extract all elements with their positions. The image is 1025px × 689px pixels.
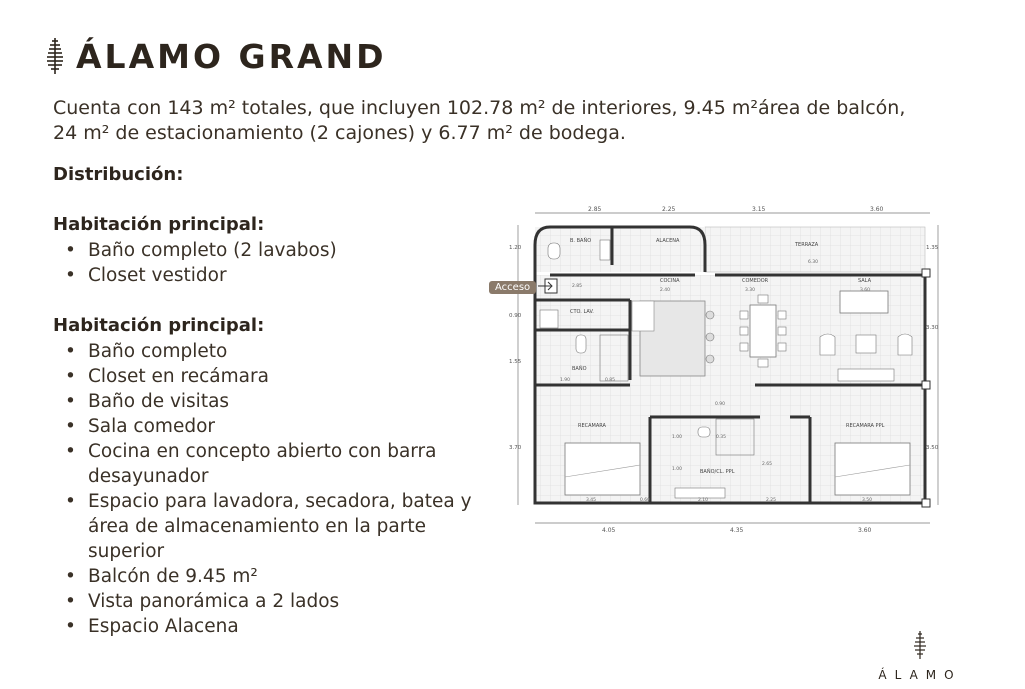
dim-0-60: 0.60 xyxy=(640,498,651,503)
floor-plan xyxy=(490,205,940,535)
dim-1-00a: 1.00 xyxy=(672,435,683,440)
dim-bottom-1: 4.05 xyxy=(602,527,616,534)
list-item: • Espacio Alacena xyxy=(53,614,493,639)
dim-right-2: 3.30 xyxy=(926,325,939,331)
label-terraza: TERRAZA xyxy=(795,242,819,248)
dim-1-00b: 1.00 xyxy=(672,467,683,472)
coffee-table xyxy=(856,335,876,353)
stool xyxy=(706,355,714,363)
list-item: • Closet vestidor xyxy=(53,263,337,288)
dim-top-1: 2.85 xyxy=(588,206,602,213)
dim-3-30: 3.30 xyxy=(745,288,756,293)
list-item: • Baño de visitas xyxy=(53,389,493,414)
label-cto-lav: CTO. LAV. xyxy=(570,309,594,315)
sink xyxy=(600,240,610,260)
list-item: • Sala comedor xyxy=(53,414,493,439)
dim-0-35: 0.35 xyxy=(716,435,727,440)
list-item: • Closet en recámara xyxy=(53,364,493,389)
label-recamara: RECAMARA xyxy=(578,423,606,429)
sofa xyxy=(840,291,888,313)
list-item: • Cocina en concepto abierto con barra desayunador xyxy=(53,439,493,489)
dim-2-40: 2.40 xyxy=(660,288,671,293)
dim-bottom-3: 3.60 xyxy=(858,527,872,534)
section-list-1 xyxy=(53,238,337,288)
dining-table xyxy=(750,305,776,357)
section-list-2 xyxy=(53,339,493,639)
dim-top-4: 3.60 xyxy=(870,206,884,213)
dim-3-60: 3.60 xyxy=(860,288,871,293)
list-item: • Balcón de 9.45 m² xyxy=(53,564,493,589)
dim-right-1: 1.35 xyxy=(926,245,939,251)
armchair xyxy=(820,334,835,355)
dim-0-90: 0.90 xyxy=(715,402,726,407)
toilet xyxy=(576,335,586,353)
intro-paragraph: Cuenta con 143 m² totales, que incluyen 102.78 m² de interiores, 9.45 m²área de balcón, 24 m² de estacionamiento (2 cajones) y 6.77 m² de bodega. xyxy=(53,97,906,144)
toilet xyxy=(698,427,710,437)
double-sink xyxy=(675,488,725,498)
list-item: • Espacio para lavadora, secadora, batea y área de almacenamiento en la parte superior xyxy=(53,489,493,564)
dim-2-10: 2.10 xyxy=(698,498,709,503)
dim-bottom-2: 4.35 xyxy=(730,527,744,534)
brand-title: ÁLAMO GRAND xyxy=(76,36,387,76)
toilet xyxy=(548,243,560,259)
washer xyxy=(540,310,558,328)
list-item: • Vista panorámica a 2 lados xyxy=(53,589,493,614)
terrace xyxy=(705,227,925,272)
stool xyxy=(706,333,714,341)
dim-3-50: 3.50 xyxy=(862,498,873,503)
dim-left-4: 3.70 xyxy=(509,445,522,451)
bed xyxy=(565,443,640,495)
dim-top-3: 3.15 xyxy=(752,206,766,213)
dim-2-85: 2.85 xyxy=(572,284,583,289)
label-bano-2: BAÑO xyxy=(572,366,587,372)
armchair xyxy=(898,334,912,355)
dim-right-3: 3.50 xyxy=(926,445,939,451)
dim-3-45: 3.45 xyxy=(586,498,597,503)
footer-brand: ÁLAMO xyxy=(878,668,962,682)
dim-left-3: 1.55 xyxy=(509,359,522,365)
dim-left-1: 1.20 xyxy=(509,245,522,251)
poplar-tree-icon xyxy=(44,36,66,76)
list-item: • Baño completo xyxy=(53,339,493,364)
label-sala: SALA xyxy=(858,278,872,284)
bed xyxy=(835,443,910,495)
footer-logo xyxy=(860,630,980,682)
dim-2-65: 2.65 xyxy=(762,462,773,467)
label-cocina: COCINA xyxy=(660,278,680,284)
dim-1-90: 1.90 xyxy=(560,378,571,383)
dim-2-25: 2.25 xyxy=(766,498,777,503)
distribution-heading: Distribución: xyxy=(53,164,184,185)
dim-6-30: 6.30 xyxy=(808,260,819,265)
label-bano: B. BAÑO xyxy=(570,238,592,244)
tv-console xyxy=(838,369,894,381)
stool xyxy=(706,311,714,319)
dim-left-2: 0.90 xyxy=(509,313,522,319)
fridge xyxy=(632,301,654,331)
access-label: Acceso xyxy=(489,281,536,294)
list-item: • Baño completo (2 lavabos) xyxy=(53,238,337,263)
dim-0-85: 0.85 xyxy=(605,378,616,383)
label-bano-cl-ppl: BAÑO/CL. PPL xyxy=(700,469,735,475)
section-heading-1: Habitación principal: xyxy=(53,214,265,235)
brand-header xyxy=(44,36,387,76)
label-alacena: ALACENA xyxy=(656,238,680,244)
label-recamara-ppl: RECAMARA PPL xyxy=(846,423,885,429)
dim-top-2: 2.25 xyxy=(662,206,676,213)
poplar-tree-icon xyxy=(912,630,928,660)
label-comedor: COMEDOR xyxy=(742,278,769,284)
upper-rooms xyxy=(535,227,705,272)
section-heading-2: Habitación principal: xyxy=(53,315,265,336)
